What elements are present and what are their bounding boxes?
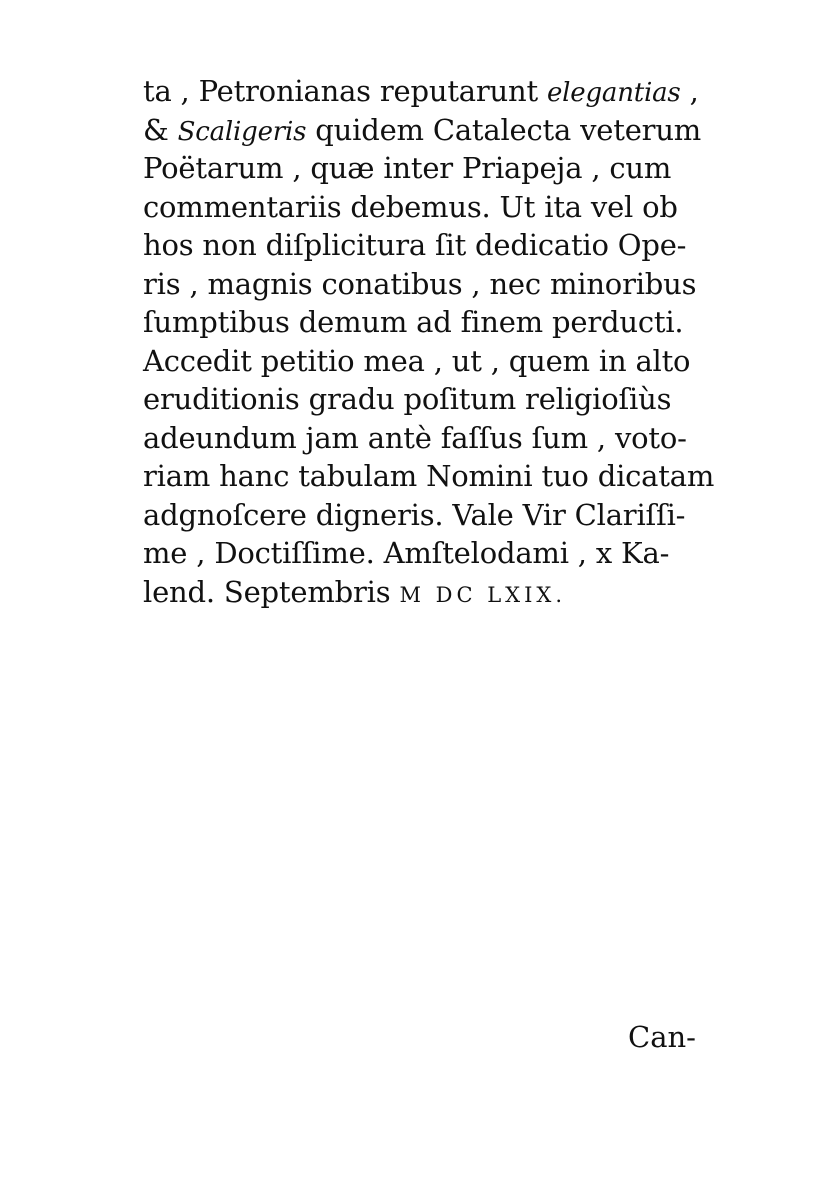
text-run: ris , magnis conatibus , nec minoribus [143,266,697,301]
text-run: adeundum jam antè faſſus ſum , voto- [143,420,687,455]
text-run: adgnoſcere digneris. Vale Vir Clariſſi- [143,497,686,532]
text-line [143,72,713,111]
body-text [143,72,713,611]
text-run: Poëtarum , quæ inter Priapeja , cum [143,151,672,185]
text-run: lend. Septembris [143,574,400,609]
text-run: & [143,112,178,147]
text-line [143,342,713,381]
text-line [143,188,713,227]
text-line [143,380,713,419]
roman-numeral-date: M DC LXIX. [399,582,567,607]
text-line [143,265,713,304]
text-run: riam hanc tabulam Nomini tuo dicatam [143,459,715,493]
text-run: Accedit petitio mea , ut , quem in alto [143,343,691,378]
text-run: me , Doctiſſime. Amſtelodami , x Ka- [143,536,670,570]
text-run: eruditionis gradu poſitum religioſiùs [143,382,672,416]
text-line [143,573,713,612]
catchword: Can- [628,1020,696,1054]
text-run: commentariis debemus. Ut ita vel ob [143,189,678,224]
text-line [143,496,713,535]
text-run: ta , Petronianas reputarunt [143,74,547,108]
text-line [143,457,713,496]
text-line [143,303,713,342]
text-line [143,534,713,573]
text-run: , [680,74,699,108]
text-line [143,419,713,458]
text-run: ſumptibus demum ad finem perducti. [143,305,684,339]
text-run: hos non diſplicitura ſit dedicatio Ope- [143,228,687,262]
italic-run: Scaligeris [177,116,307,147]
italic-run: elegantias [546,78,681,108]
text-line [143,149,713,188]
text-line [143,111,713,150]
text-run: quidem Catalecta veterum [306,112,702,147]
text-line [143,226,713,265]
